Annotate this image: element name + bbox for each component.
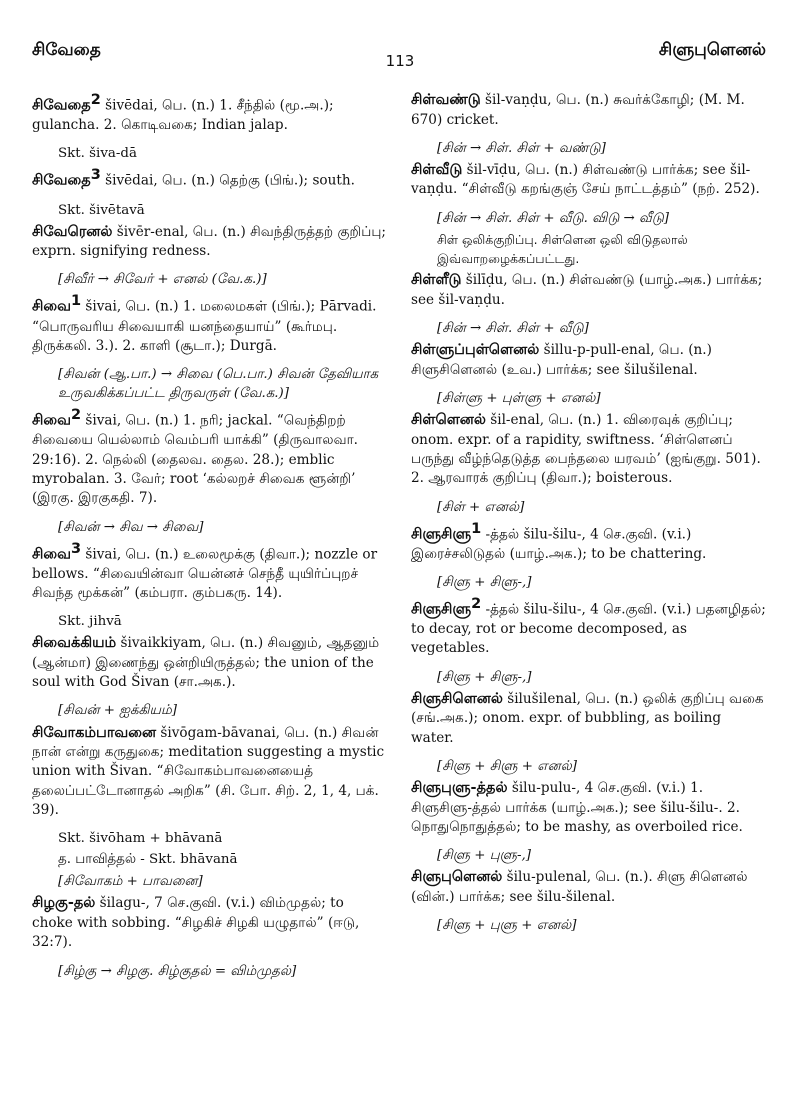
etymology: [சிவீர் → சிவேர் + எனல் (வே.க.)] — [58, 272, 267, 288]
entry-definition: šil-enal, பெ. (n.) 1. விரைவுக் குறிப்பு; onom. expr. of a rapidity, swiftness. ‘சிள்ளெனப் பருந்து வீழ்ந்தெடுத்த பைந்தலை யரவம்’ (ஐங்குறு. 501). 2. ஆரவாரக் குறிப்பு (திவா.); boisterous. — [411, 412, 761, 487]
sanskrit-source: Skt. šivētavā — [58, 202, 145, 218]
headword: சிவை — [32, 412, 71, 429]
entry-definition: šil-vīḍu, பெ. (n.) சிள்வண்டு பார்க்க; see šil-vaṇḍu. “சிள்வீடு கறங்குஞ் சேய் நாட்டத்தம்” (நற். 252). — [411, 161, 760, 198]
entry-definition: šilagu-, 7 செ.குவி. (v.i.) விம்முதல்; to choke with sobbing. “சிழகிச் சிழகி யழுதால்” (ஈடு, 32:7). — [32, 895, 360, 951]
dictionary-entry — [411, 270, 766, 310]
entry-definition: šivai, பெ. (n.) 1. மலைமகள் (பிங்.); Pārvadi. “பொருவரிய சிவையாகி யனந்தையாய்” (கூர்மபு. திருக்கலி. 3.). 2. காளி (சூடா.); Durgā. — [32, 299, 377, 354]
left-column — [32, 90, 387, 983]
headword: சிவேதை — [32, 172, 91, 189]
headword: சிள்வண்டு — [411, 92, 481, 108]
etymology: [சிவன் → சிவ → சிவை] — [58, 519, 204, 535]
headword: சிவேரெனல் — [32, 223, 113, 240]
etymology: [சிவோகம் + பாவனை] — [58, 874, 203, 890]
etymology: [சின் → சிள். சிள் + வீடு. விடு → வீடு] — [437, 210, 670, 226]
homonym-number: 3 — [90, 167, 101, 184]
homonym-number: 2 — [90, 92, 101, 108]
dictionary-entry — [411, 160, 766, 200]
headword: சிள்ளீடு — [411, 272, 462, 289]
sanskrit-source: Skt. šivōham + bhāvanā — [58, 831, 223, 847]
headword: சிள்ளுப்புள்ளெனல் — [411, 342, 540, 359]
etymology: [சிளு + சிளு + எனல்] — [437, 758, 577, 774]
dictionary-entry — [32, 633, 387, 692]
homonym-number: 2 — [471, 596, 482, 613]
etymology: [சிவன் + ஐக்கியம்] — [58, 703, 178, 719]
etymology: [சிழ்கு → சிழகு. சிழ்குதல் = விம்முதல்] — [58, 963, 297, 979]
sanskrit-source: த. பாவித்தல் - Skt. bhāvanā — [58, 852, 238, 868]
dictionary-entry — [32, 539, 387, 604]
dictionary-entry — [411, 340, 766, 380]
etymology: [சிவன் (ஆ.பா.) → சிவை (பெ.பா.) சிவன் தேவியாக உருவகிக்கப்பட்ட திருவருள் (வே.க.)] — [58, 367, 379, 402]
headword: சிழகு-தல் — [32, 895, 96, 912]
dictionary-entry — [411, 594, 766, 659]
entry-definition: šillu-p-pull-enal, பெ. (n.) சிளுசிளெனல் (உவ.) பார்க்க; see šilušilenal. — [411, 342, 712, 378]
page-number: 113 — [385, 52, 415, 70]
entry-definition: šivēr-enal, பெ. (n.) சிவந்திருத்தற் குறிப்பு; exprn. signifying redness. — [32, 223, 387, 260]
entry-definition: šivai, பெ. (n.) 1. நரி; jackal. “வெந்திறற் சிவையை யெல்லாம் வெம்பரி யாக்கி” (திருவாலவா. 29:16). 2. நெல்லி (தைலவ. தைல. 28.); emblic myrobalan. 3. வேர்; root ‘கல்லறச் சிவைக ளூன்றி’ (இரகு. இரகுகதி. 7). — [32, 412, 359, 507]
dictionary-entry — [32, 165, 387, 191]
sanskrit-source: Skt. jihvā — [58, 614, 122, 630]
guide-word-left: சிவேதை — [32, 40, 101, 60]
dictionary-entry — [411, 519, 766, 564]
homonym-number: 1 — [471, 520, 482, 537]
dictionary-entry — [32, 723, 387, 821]
entry-definition: šilīḍu, பெ. (n.) சிள்வண்டு (யாழ்.அக.) பார்க்க; see šil-vaṇḍu. — [411, 272, 763, 308]
dictionary-entry — [32, 893, 387, 952]
entry-definition: šil-vaṇḍu, பெ. (n.) சுவர்க்கோழி; (M. M. 670) cricket. — [411, 92, 745, 128]
homonym-number: 3 — [70, 540, 82, 557]
dictionary-entry — [32, 291, 387, 356]
headword: சிளுசிளு — [411, 526, 472, 543]
etymology: [சின் → சிள். சிள் + வண்டு] — [437, 140, 606, 156]
entry-definition: šivai, பெ. (n.) உலைமூக்கு (திவா.); nozzle or bellows. “சிவையின்வா யென்னச் செந்தீ யுயிர்ப்புறச் சிவந்த மூக்கன்” (கம்பரா. கும்பகரு. 14). — [32, 546, 378, 601]
sanskrit-source: Skt. šiva-dā — [58, 146, 137, 162]
entry-definition: šivaikkiyam, பெ. (n.) சிவனும், ஆதனும் (ஆன்மா) இணைந்து ஒன்றியிருத்தல்; the union of the soul with God Šivan (சா.அக.). — [32, 635, 380, 691]
entry-definition: šivōgam-bāvanai, பெ. (n.) சிவன் நான் என்று கருதுகை; meditation suggesting a mystic union with Šivan. “சிவோகம்பாவனையைத் தலைப்பட்டோனாதல் அறிக” (சி. போ. சிற். 2, 1, 4, பக். 39). — [32, 724, 385, 818]
entry-definition: šivēdai, பெ. (n.) தெற்கு (பிங்.); south. — [105, 172, 355, 189]
entry-note: சிள் ஒலிக்குறிப்பு. சிள்ளென ஒலி விடுதலால் இவ்வாறழைக்கப்பட்டது. — [437, 231, 688, 266]
dictionary-entry — [411, 778, 766, 837]
headword: சிளுபுளெனல் — [411, 869, 503, 886]
homonym-number: 1 — [70, 293, 82, 310]
headword: சிள்ளெனல் — [411, 412, 486, 429]
entry-definition: šivēdai, பெ. (n.) 1. சீந்தில் (மூ.அ.); gulancha. 2. கொடிவகை; Indian jalap. — [32, 97, 334, 134]
dictionary-entry — [32, 405, 387, 508]
headword: சிளுசிளெனல் — [411, 690, 503, 707]
dictionary-entry — [32, 90, 387, 135]
headword: சிள்வீடு — [411, 161, 463, 178]
dictionary-entry — [411, 867, 766, 907]
headword: சிவேதை — [32, 97, 91, 114]
dictionary-entry — [32, 222, 387, 262]
etymology: [சிளு + புளு-,] — [437, 848, 531, 864]
etymology: [சிளு + சிளு-,] — [437, 575, 532, 591]
etymology: [சின் → சிள். சிள் + வீடு] — [437, 321, 589, 337]
dictionary-entry — [411, 410, 766, 488]
dictionary-entry — [411, 90, 766, 130]
entry-definition: -த்தல் šilu-šilu-, 4 செ.குவி. (v.i.) இரைச்சலிடுதல் (யாழ்.அக.); to be chattering. — [411, 526, 707, 562]
entry-definition: šilušilenal, பெ. (n.) ஒலிக் குறிப்பு வகை (சங்.அக.); onom. expr. of bubbling, as boiling water. — [411, 690, 764, 746]
etymology: [சிளு + சிளு-,] — [437, 669, 532, 685]
headword: சிவோகம்பாவனை — [32, 724, 157, 741]
etymology: [சிள்ளு + புள்ளு + எனல்] — [437, 391, 601, 407]
etymology: [சிள் + எனல்] — [437, 499, 525, 515]
headword: சிளுபுளு-த்தல் — [411, 780, 508, 796]
headword: சிவை — [32, 546, 71, 563]
guide-word-right: சிளுபுளெனல் — [658, 40, 766, 60]
dictionary-entry — [411, 689, 766, 748]
entry-definition: šilu-pulenal, பெ. (n.). சிளு சிளெனல் (வின்.) பார்க்க; see šilu-šilenal. — [411, 869, 748, 905]
homonym-number: 2 — [70, 407, 82, 424]
right-column — [411, 90, 766, 983]
entry-definition: -த்தல் šilu-šilu-, 4 செ.குவி. (v.i.) பதனழிதல்; to decay, rot or become decomposed, as vegetables. — [411, 601, 766, 657]
headword: சிவை — [32, 299, 71, 316]
entry-definition: šilu-pulu-, 4 செ.குவி. (v.i.) 1. சிளுசிளு-த்தல் பார்க்க (யாழ்.அக.); see šilu-šilu-. 2. நொதுநொதுத்தல்; to be mashy, as overboiled rice. — [411, 780, 743, 835]
headword: சிளுசிளு — [411, 601, 472, 618]
etymology: [சிளு + புளு + எனல்] — [437, 918, 577, 934]
entry-columns — [32, 90, 766, 983]
headword: சிவைக்கியம் — [32, 635, 117, 652]
